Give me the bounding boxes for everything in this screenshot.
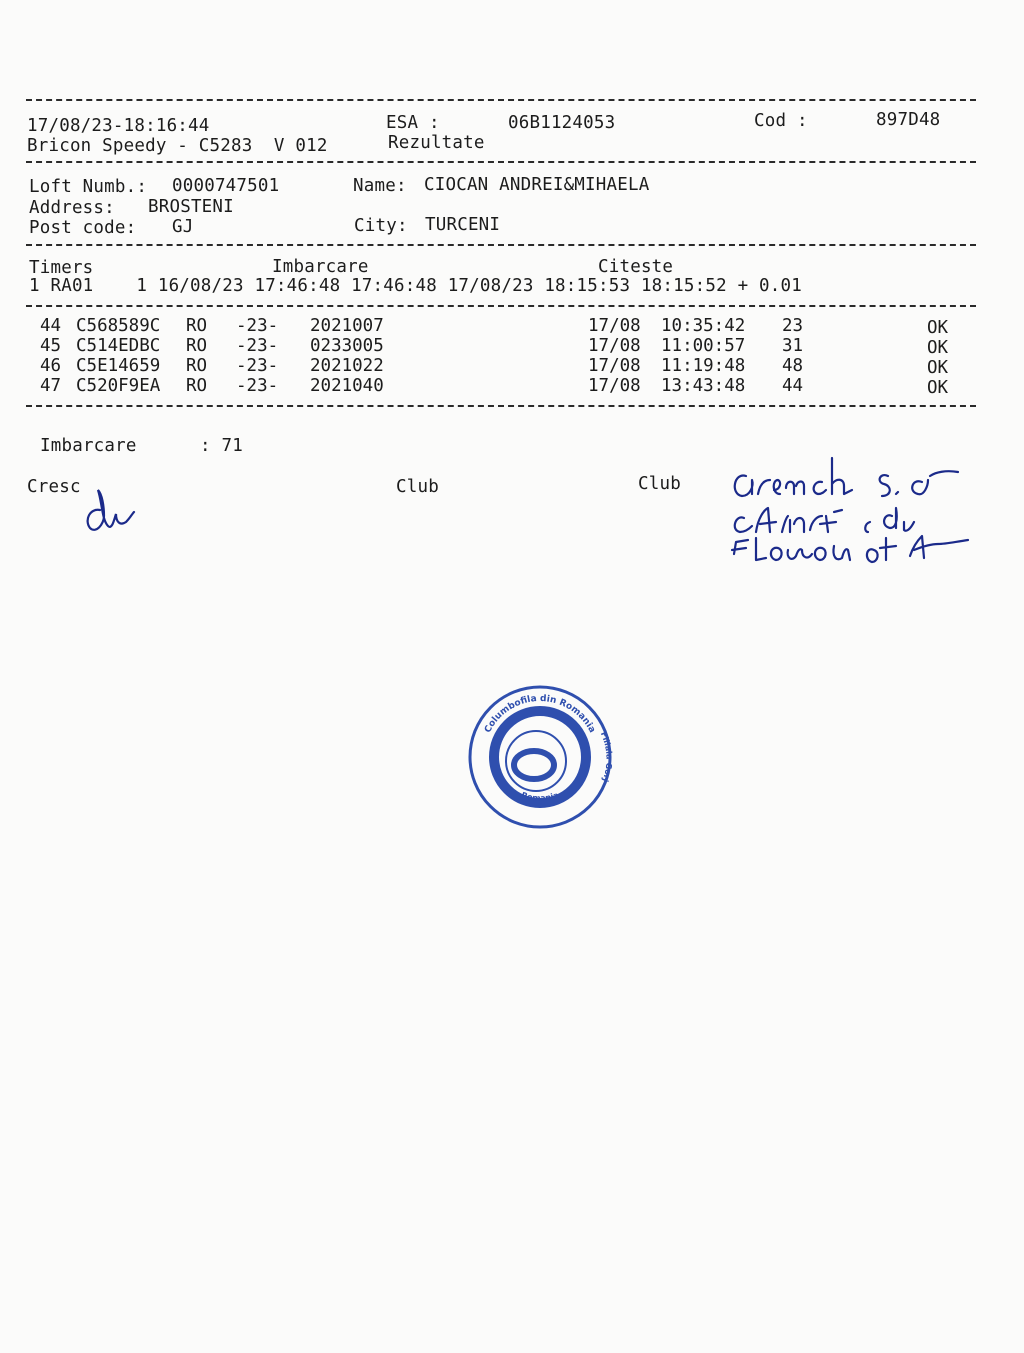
cell-date: 17/08 [588, 356, 641, 376]
owner-name: CIOCAN ANDREI&MIHAELA [424, 175, 650, 195]
cell-ring: C520F9EA [76, 376, 161, 396]
cell-time: 11:19:48 [661, 356, 746, 376]
cell-pos: 48 [782, 356, 804, 376]
esa-label: ESA : [386, 113, 440, 133]
cell-date: 17/08 [588, 336, 641, 356]
address-label: Address: [29, 198, 115, 218]
city-label: City: [354, 216, 408, 236]
club-label: Club [396, 477, 439, 497]
cell-status: OK [927, 318, 949, 338]
cell-date: 17/08 [588, 376, 641, 396]
cell-time: 10:35:42 [661, 316, 746, 336]
cell-number: 0233005 [310, 336, 384, 356]
stamp-text-bottom: Romania [520, 790, 560, 803]
cell-year: -23- [236, 316, 279, 336]
svg-text:Filiala Gorj [599, 730, 614, 783]
postcode-label: Post code: [29, 218, 137, 238]
cell-number: 2021040 [310, 376, 384, 396]
cell-time: 13:43:48 [661, 376, 746, 396]
breeder-signature [80, 486, 140, 536]
cell-time: 11:00:57 [661, 336, 746, 356]
cell-country: RO [186, 316, 208, 336]
separator-line [26, 99, 976, 101]
stamp-text-side: Filiala Gorj [598, 730, 614, 784]
stamp-pigeon-body [514, 751, 554, 779]
cell-number: 2021022 [310, 356, 384, 376]
cell-year: -23- [236, 336, 279, 356]
name-label: Name: [353, 176, 407, 196]
cell-no: 46 [40, 356, 62, 376]
cell-no: 47 [40, 376, 62, 396]
timers-header: Timers [29, 258, 94, 278]
cell-year: -23- [236, 376, 279, 396]
cell-status: OK [927, 358, 949, 378]
cod-label: Cod : [754, 111, 808, 131]
stamp-inner-ring [494, 711, 586, 803]
document-title: Rezultate [388, 133, 485, 153]
imbarcare-total-value: : 71 [200, 436, 243, 456]
stamp-text-top: Columbofila din Romania [483, 693, 597, 735]
cell-country: RO [186, 336, 208, 356]
cell-no: 45 [40, 336, 62, 356]
club-signatures [724, 446, 984, 572]
loft-label: Loft Numb.: [29, 177, 148, 197]
cell-country: RO [186, 356, 208, 376]
club-label: Club [638, 474, 681, 494]
cell-pos: 23 [782, 316, 804, 336]
imbarcare-total-label: Imbarcare [40, 436, 137, 456]
cell-number: 2021007 [310, 316, 384, 336]
cod-value: 897D48 [876, 110, 941, 130]
print-datetime: 17/08/23-18:16:44 [27, 116, 210, 136]
cell-date: 17/08 [588, 316, 641, 336]
citeste-header: Citeste [598, 257, 674, 277]
cell-no: 44 [40, 316, 62, 336]
postcode-value: GJ [172, 217, 194, 237]
cresc-label: Cresc [27, 477, 81, 497]
cell-ring: C5E14659 [76, 356, 161, 376]
separator-line [26, 305, 976, 307]
separator-line [26, 244, 976, 246]
cell-country: RO [186, 376, 208, 396]
separator-line [26, 161, 976, 163]
imbarcare-header: Imbarcare [272, 257, 369, 277]
cell-ring: C568589C [76, 316, 161, 336]
cell-pos: 31 [782, 336, 804, 356]
cell-status: OK [927, 338, 949, 358]
separator-line [26, 405, 976, 407]
cell-ring: C514EDBC [76, 336, 161, 356]
loft-number: 0000747501 [172, 176, 280, 196]
cell-status: OK [927, 378, 949, 398]
address-value: BROSTENI [148, 197, 234, 217]
device-name: Bricon Speedy - C5283 V 012 [27, 136, 328, 156]
cell-year: -23- [236, 356, 279, 376]
timer-row: 1 RA01 1 16/08/23 17:46:48 17:46:48 17/08/23 18:15:53 18:15:52 + 0.01 [29, 276, 802, 296]
association-stamp [466, 683, 614, 831]
city-value: TURCENI [425, 215, 501, 235]
cell-pos: 44 [782, 376, 804, 396]
esa-value: 06B1124053 [508, 113, 616, 133]
